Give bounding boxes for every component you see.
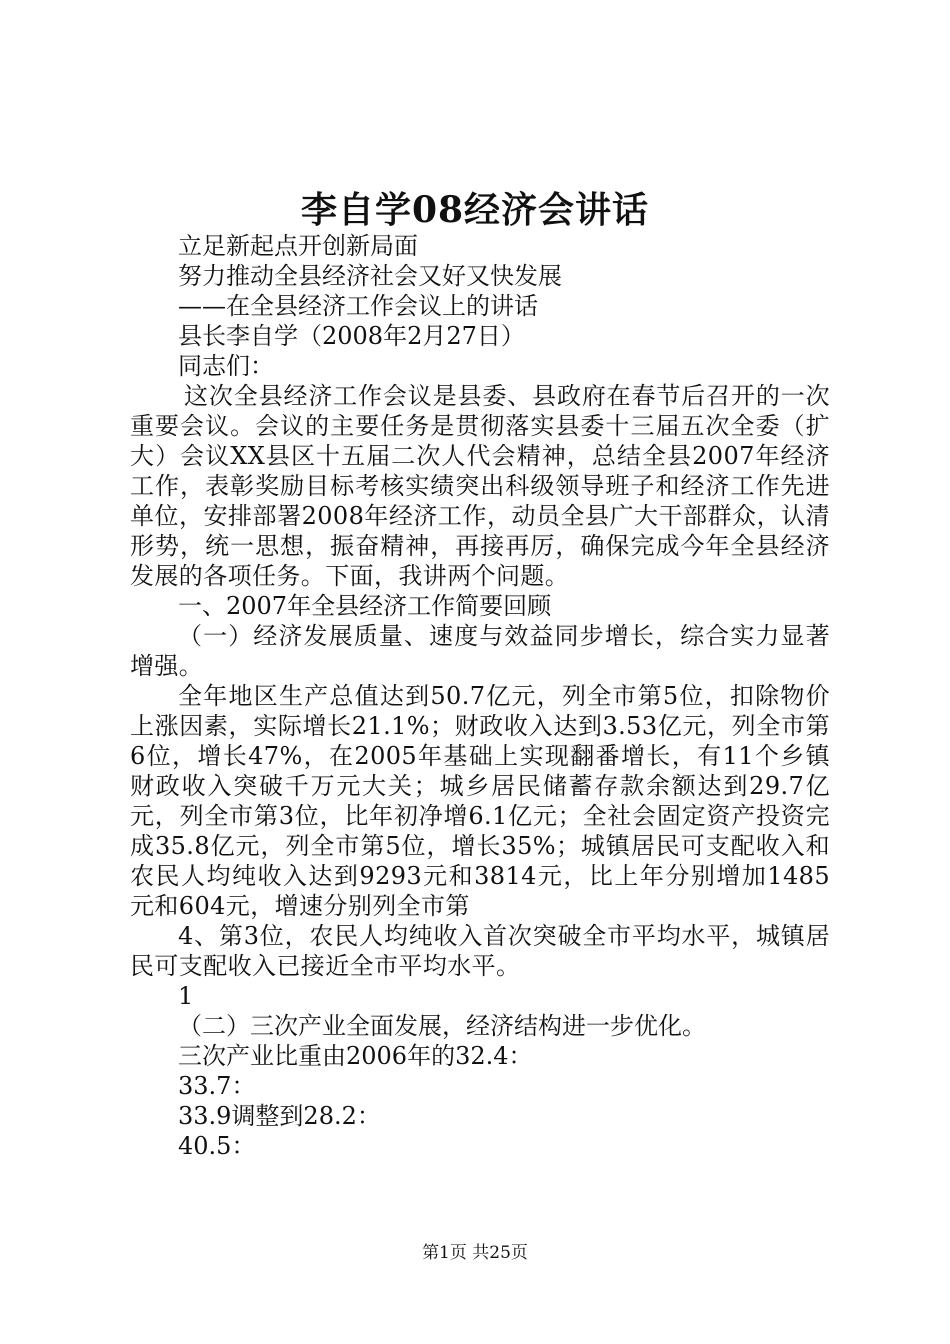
document-body	[130, 231, 830, 1161]
subtitle-line: 努力推动全县经济社会又好又快发展	[178, 262, 562, 290]
section-heading: 一、2007年全县经济工作简要回顾	[178, 592, 552, 620]
body-paragraph: 4、第3位，农民人均纯收入首次突破全市平均水平，城镇居民可支配收入已接近全市平均水平。	[130, 922, 830, 980]
subsection-heading: （二）三次产业全面发展，经济结构进一步优化。	[178, 1012, 706, 1040]
body-line: 三次产业比重由2006年的32.4：	[178, 1042, 533, 1070]
document-title: 李自学08经济会讲话	[300, 189, 650, 231]
salutation-line: 同志们：	[178, 352, 274, 380]
speaker-line: 县长李自学（2008年2月27日）	[178, 322, 525, 350]
subtitle-line: ——在全县经济工作会议上的讲话	[178, 292, 538, 320]
body-line: 33.7：	[178, 1072, 256, 1100]
page-footer: 第1页 共25页	[422, 1243, 528, 1263]
body-line: 40.5：	[178, 1132, 256, 1160]
page-mark: 1	[178, 982, 194, 1010]
body-paragraph: 全年地区生产总值达到50.7亿元，列全市第5位，扣除物价上涨因素，实际增长21.1%；财政收入达到3.53亿元，列全市第6位，增长47%，在2005年基础上实现翻番增长，有11个乡镇财政收入突破千万元大关；城乡居民储蓄存款余额达到29.7亿元，列全市第3位，比年初净增6.1亿元；全社会固定资产投资完成35.8亿元，列全市第5位，增长35%；城镇居民可支配收入和农民人均纯收入达到9293元和3814元，比上年分别增加1485元和604元，增速分别列全市第	[130, 682, 830, 920]
body-line: 33.9调整到28.2：	[178, 1102, 381, 1130]
body-paragraph: 这次全县经济工作会议是县委、县政府在春节后召开的一次重要会议。会议的主要任务是贯彻落实县委十三届五次全委（扩大）会议XX县区十五届二次人代会精神，总结全县2007年经济工作，表彰奖励目标考核实绩突出科级领导班子和经济工作先进单位，安排部署2008年经济工作，动员全县广大干部群众，认清形势，统一思想，振奋精神，再接再厉，确保完成今年全县经济发展的各项任务。下面，我讲两个问题。	[130, 382, 830, 590]
subtitle-line: 立足新起点开创新局面	[178, 232, 418, 260]
subsection-heading: （一）经济发展质量、速度与效益同步增长，综合实力显著增强。	[130, 622, 830, 680]
